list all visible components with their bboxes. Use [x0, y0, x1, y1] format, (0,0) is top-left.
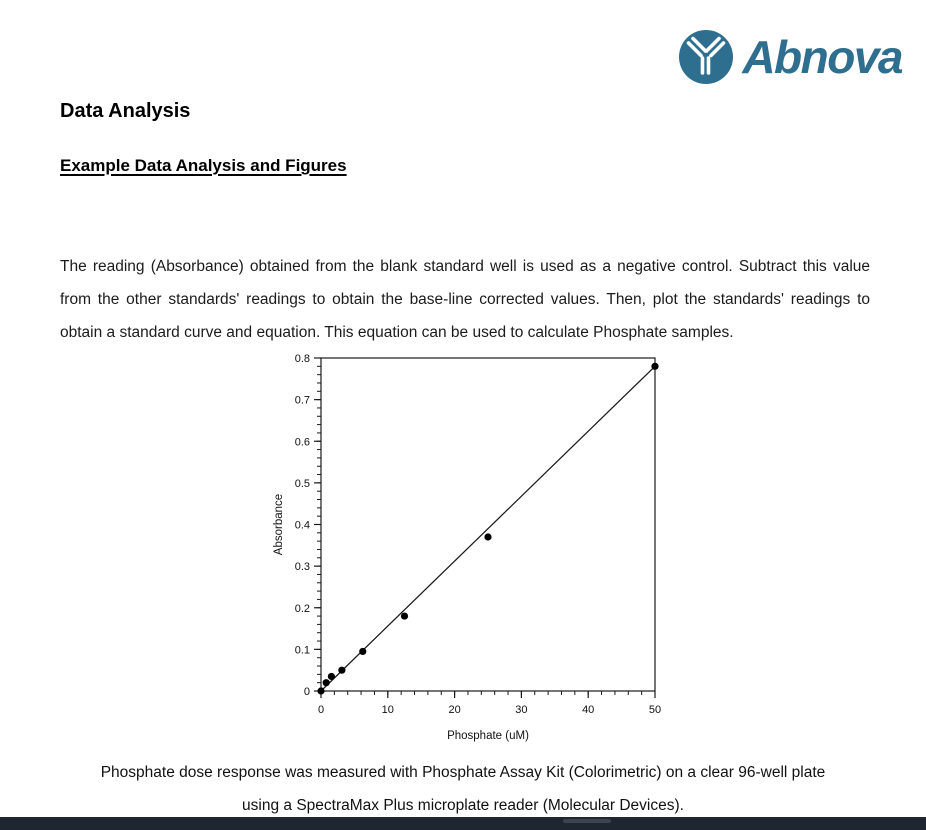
svg-text:0.3: 0.3 — [294, 561, 310, 574]
svg-text:30: 30 — [515, 704, 528, 716]
svg-text:0: 0 — [317, 704, 325, 716]
svg-text:0.8: 0.8 — [294, 353, 310, 365]
svg-text:Absorbance: Absorbance — [273, 493, 285, 556]
svg-text:0.7: 0.7 — [294, 394, 310, 407]
svg-text:0.4: 0.4 — [294, 519, 310, 532]
svg-text:0.5: 0.5 — [294, 477, 310, 490]
svg-text:0.1: 0.1 — [294, 644, 310, 657]
bottom-taskbar — [0, 817, 926, 830]
antibody-icon — [677, 28, 735, 86]
figure-caption-line1: Phosphate dose response was measured with Phosphate Assay Kit (Colorimetric) on a clear 96-well plate — [100, 764, 826, 781]
logo-brand-text: Abnova — [742, 31, 902, 83]
page-title: Data Analysis — [60, 100, 191, 122]
standard-curve-figure — [268, 348, 680, 750]
section-heading: Example Data Analysis and Figures — [60, 156, 347, 175]
body-paragraph: The reading (Absorbance) obtained from the blank standard well is used as a negative control. Subtract this value from the other standards' readings to obtain the base-line corrected values. Then, plot the standards' readings to obtain a standard curve and equation. This equation can be used to calculate Phosphate samples. — [60, 258, 870, 341]
figure-caption — [0, 756, 926, 822]
svg-text:Phosphate (uM): Phosphate (uM) — [447, 730, 529, 742]
svg-text:20: 20 — [448, 704, 461, 716]
svg-text:0.2: 0.2 — [294, 602, 310, 615]
svg-text:0.6: 0.6 — [294, 436, 310, 449]
abnova-logo — [677, 28, 902, 86]
svg-text:0: 0 — [303, 686, 310, 698]
svg-text:10: 10 — [381, 704, 394, 716]
standard-curve-chart — [268, 348, 680, 750]
svg-text:50: 50 — [648, 704, 662, 716]
taskbar-highlight — [563, 819, 611, 823]
svg-text:40: 40 — [582, 704, 595, 716]
figure-caption-line2: using a SpectraMax Plus microplate reader (Molecular Devices). — [242, 797, 684, 814]
